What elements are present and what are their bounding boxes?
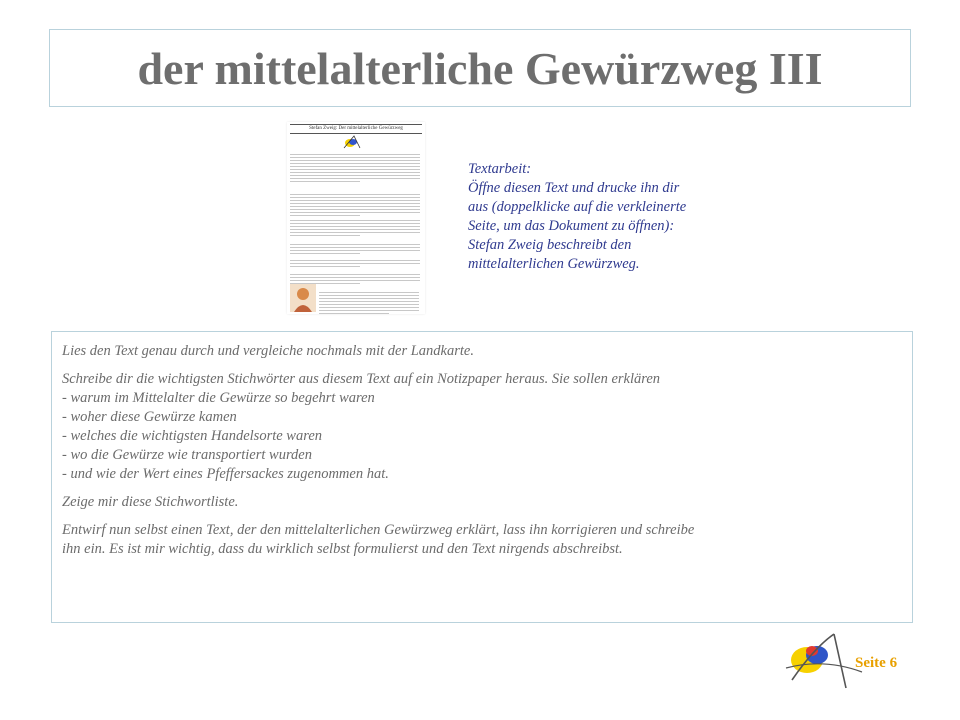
thumbnail-text-line: [319, 313, 389, 314]
thumbnail-text-line: [319, 307, 419, 308]
thumbnail-text-line: [290, 247, 420, 248]
thumbnail-text-line: [319, 301, 419, 302]
thumbnail-text-line: [290, 157, 420, 158]
thumbnail-text-line: [319, 292, 419, 293]
content-line: - warum im Mittelalter die Gewürze so begehrt waren: [62, 390, 375, 406]
thumbnail-text-line: [290, 163, 420, 164]
thumbnail-text-line: [290, 181, 360, 182]
thumbnail-text-line: [290, 175, 420, 176]
content-line: Entwirf nun selbst einen Text, der den mittelalterlichen Gewürzweg erklärt, lass ihn korrigieren und schreibe: [62, 522, 695, 538]
content-line: - welches die wichtigsten Handelsorte waren: [62, 428, 323, 444]
content-line: - und wie der Wert eines Pfeffersackes zugenommen hat.: [62, 466, 389, 482]
content-box: [51, 331, 913, 623]
page-title: der mittelalterliche Gewürzweg III: [137, 42, 823, 94]
thumbnail-text-line: [319, 295, 419, 296]
content-line: ihn ein. Es ist mir wichtig, dass du wirklich selbst formulierst und den Text nirgends abschreibst.: [62, 541, 623, 557]
thumbnail-text-line: [290, 223, 420, 224]
thumbnail-text-line: [290, 226, 420, 227]
content-line: - wo die Gewürze wie transportiert wurden: [62, 447, 312, 463]
thumbnail-text-line: [290, 160, 420, 161]
page-number: Seite 6: [855, 655, 898, 671]
thumbnail-text-line: [290, 197, 420, 198]
thumbnail-logo-icon: [342, 134, 362, 150]
thumbnail-text-line: [290, 220, 420, 221]
thumbnail-text-line: [290, 215, 360, 216]
thumbnail-text-line: [319, 304, 419, 305]
thumbnail-text-line: [290, 250, 420, 251]
thumbnail-text-line: [290, 274, 420, 275]
task-line: Öffne diesen Text und drucke ihn dir: [468, 180, 680, 196]
content-paragraph-write: [62, 521, 902, 559]
thumbnail-text-line: [290, 280, 420, 281]
thumbnail-text-line: [290, 229, 420, 230]
thumbnail-picture-icon: [290, 284, 316, 312]
thumbnail-text-line: [290, 172, 420, 173]
task-line: mittelalterlichen Gewürzweg.: [468, 256, 640, 272]
content-line: Schreibe dir die wichtigsten Stichwörter aus diesem Text auf ein Notizpaper heraus. Sie sollen erklären: [62, 371, 661, 387]
thumbnail-text-line: [319, 310, 419, 311]
thumbnail-text-line: [290, 266, 360, 267]
thumbnail-text-line: [290, 194, 420, 195]
thumbnail-text-line: [290, 209, 420, 210]
task-line: Textarbeit:: [468, 161, 532, 177]
thumbnail-heading: Stefan Zweig: Der mittelalterliche Gewürzweg: [290, 124, 422, 134]
content-paragraph-read: Lies den Text genau durch und vergleiche nochmals mit der Landkarte.: [62, 343, 474, 359]
thumbnail-text-line: [290, 166, 420, 167]
task-instructions: [468, 160, 768, 274]
thumbnail-text-line: [290, 253, 360, 254]
thumbnail-text-line: [290, 235, 360, 236]
thumbnail-text-line: [290, 244, 420, 245]
task-line: Stefan Zweig beschreibt den: [468, 237, 632, 253]
thumbnail-text-line: [290, 263, 420, 264]
content-paragraph-show: Zeige mir diese Stichwortliste.: [62, 494, 239, 510]
thumbnail-text-line: [290, 200, 420, 201]
thumbnail-text-line: [290, 169, 420, 170]
thumbnail-text-line: [290, 283, 360, 284]
task-line: aus (doppelklicke auf die verkleinerte: [468, 199, 687, 215]
thumbnail-text-line: [290, 206, 420, 207]
thumbnail-text-line: [290, 260, 420, 261]
content-paragraph-keywords: [62, 370, 902, 484]
thumbnail-text-line: [290, 212, 420, 213]
content-line: - woher diese Gewürze kamen: [62, 409, 237, 425]
thumbnail-text-line: [290, 232, 420, 233]
thumbnail-text-line: [290, 154, 420, 155]
logo-icon: [784, 628, 864, 690]
thumbnail-text-line: [290, 277, 420, 278]
thumbnail-text-line: [290, 178, 420, 179]
thumbnail-text-line: [319, 298, 419, 299]
thumbnail-text-line: [290, 203, 420, 204]
title-box: [49, 29, 911, 107]
task-line: Seite, um das Dokument zu öffnen):: [468, 218, 675, 234]
document-thumbnail[interactable]: [287, 122, 425, 314]
